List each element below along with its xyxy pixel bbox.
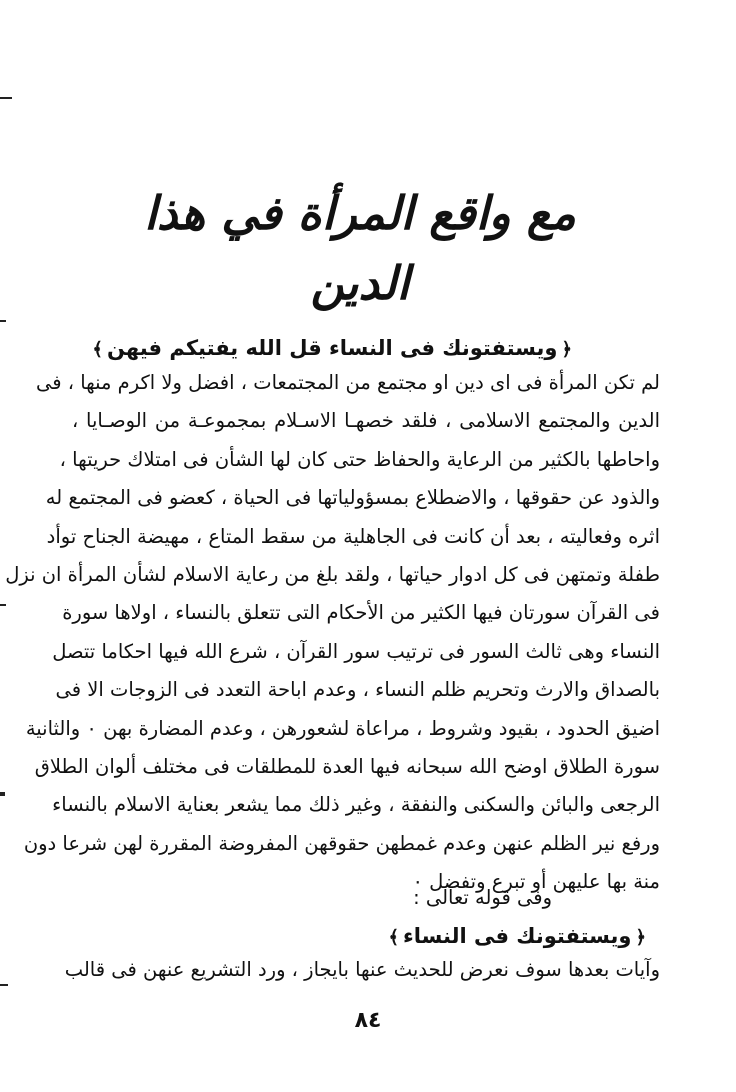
paragraph-line: طفلة وتمتهن فى كل ادوار حياتها ، ولقد بلغ من رعاية الاسلام لشأن المرأة ان نزل xyxy=(5,562,660,586)
paragraph-line: النساء وهى ثالث السور فى ترتيب سور القرآن ، شرع الله فيها احكاما تتصل xyxy=(52,639,660,663)
verse-text: ويستفتونك فى النساء قل الله يفتيكم فيهن xyxy=(106,336,558,360)
paragraph-line: واحاطها بالكثير من الرعاية والحفاظ حتى كان لها الشأن فى امتلاك حريتها ، xyxy=(59,447,660,471)
paragraph-line: بالصداق والارث وتحريم ظلم النساء ، وعدم اباحة التعدد فى الزوجات الا فى xyxy=(55,678,660,702)
paragraph-line: لم تكن المرأة فى اى دين او مجتمع من المجتمعات ، افضل ولا اكرم منها ، فى xyxy=(35,371,660,394)
paragraph-line: فى القرآن سورتان فيها الكثير من الأحكام التى تتعلق بالنساء ، اولاها سورة xyxy=(62,601,660,625)
verse-open-ornament: ﴿ xyxy=(635,927,646,948)
page-number: ٨٤ xyxy=(354,1008,382,1033)
paragraph-line: الرجعى والبائن والسكنى والنفقة ، وغير ذلك مما يشعر بعناية الاسلام بالنساء xyxy=(52,793,660,817)
intro-line: وفى قوله تعالى : xyxy=(413,886,552,909)
paragraph-line: منة بها عليهن أو تبرع وتفضل ٠ xyxy=(412,870,660,894)
continuation-line: وآيات بعدها سوف نعرض للحديث عنها بايجاز ، ورد التشريع عنهن فى قالب xyxy=(64,958,660,981)
paragraph-line: الدين والمجتمع الاسلامى ، فلقد خصهـا الاسـلام بمجموعـة من الوصـايا ، xyxy=(72,409,660,433)
verse-quote-1 xyxy=(88,336,576,360)
verse-open-ornament: ﴿ xyxy=(561,339,572,360)
verse-close-ornament: ﴾ xyxy=(388,927,400,948)
margin-mark xyxy=(0,792,5,796)
chapter-title: مع واقع المرأة في هذا الدين xyxy=(144,186,576,310)
verse-text: ويستفتونك فى النساء xyxy=(403,924,632,948)
verse-quote-2 xyxy=(384,924,650,948)
margin-mark xyxy=(0,984,8,986)
main-paragraph xyxy=(5,364,660,901)
margin-mark xyxy=(0,604,6,606)
margin-mark xyxy=(0,97,12,99)
paragraph-line: ورفع نير الظلم عنهن وعدم غمطهن حقوقهن المفروضة المقررة لهن شرعا دون xyxy=(23,831,660,855)
paragraph-line: اضيق الحدود ، بقيود وشروط ، مراعاة لشعورهن ، وعدم المضارة بهن ٠ والثانية xyxy=(25,716,660,740)
margin-mark xyxy=(0,320,6,322)
verse-close-ornament: ﴾ xyxy=(92,339,103,360)
paragraph-line: سورة الطلاق اوضح الله سبحانه فيها العدة للمطلقات فى مختلف ألوان الطلاق xyxy=(34,754,660,778)
paragraph-line: اثره وفعاليته ، بعد أن كانت فى الجاهلية من سقط المتاع ، مهيضة الجناح توأد xyxy=(46,524,660,548)
paragraph-line: والذود عن حقوقها ، والاضطلاع بمسؤولياتها فى الحياة ، كعضو فى المجتمع له xyxy=(45,486,660,510)
